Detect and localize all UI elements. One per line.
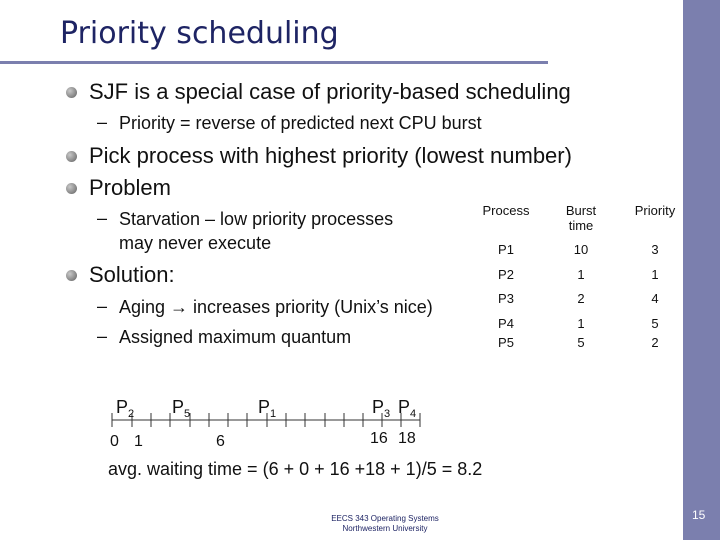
table-cell-burst: 1 <box>577 316 585 331</box>
dash-icon: – <box>97 296 108 316</box>
dash-icon: – <box>97 112 108 132</box>
gantt-time-16: 16 <box>370 430 388 447</box>
sub-bullet-aging: Aging → increases priority (Unix’s nice) <box>119 297 433 317</box>
table-cell-burst: 2 <box>577 291 585 306</box>
table-cell-burst: 5 <box>577 335 585 350</box>
table-cell-burst: 10 <box>573 242 589 257</box>
gantt-label-p2 <box>116 397 134 420</box>
footer-course: EECS 343 Operating Systems <box>331 514 439 523</box>
slide-number: 15 <box>692 508 706 522</box>
gantt-label-text: P <box>372 397 385 417</box>
sub-bullet-starvation-line1: Starvation – low priority processes <box>119 209 394 229</box>
gantt-label-text: P <box>116 397 129 417</box>
bullet-solution: Solution: <box>89 262 175 287</box>
table-cell-priority: 3 <box>651 242 659 257</box>
table-cell-priority: 5 <box>651 316 659 331</box>
gantt-label-subscript: 3 <box>384 408 391 420</box>
gantt-label-text: P <box>398 397 411 417</box>
table-cell-process: P5 <box>498 335 514 350</box>
table-cell-burst: 1 <box>577 267 585 282</box>
gantt-label-p1 <box>258 397 276 420</box>
table-cell-process: P1 <box>498 242 514 257</box>
table-header-priority: Priority <box>634 203 676 218</box>
table-cell-process: P3 <box>498 291 514 306</box>
dash-icon: – <box>97 326 108 346</box>
sub-bullet-max-quantum: Assigned maximum quantum <box>119 327 352 347</box>
slide-title: Priority scheduling <box>60 16 339 51</box>
table-cell-priority: 4 <box>651 291 659 306</box>
table-header-burst-line1: Burst <box>565 203 597 218</box>
slide-footer <box>300 514 470 534</box>
bullet-pick-highest-priority: Pick process with highest priority (lowest number) <box>89 143 572 168</box>
gantt-time-18: 18 <box>398 430 416 447</box>
gantt-label-p3 <box>372 397 390 420</box>
avg-waiting-time: avg. waiting time = (6 + 0 + 16 +18 + 1)/5 = 8.2 <box>108 459 483 479</box>
table-cell-priority: 1 <box>651 267 659 282</box>
bullet-problem: Problem <box>89 175 171 200</box>
gantt-time-6: 6 <box>216 433 225 450</box>
gantt-label-text: P <box>258 397 271 417</box>
bullet-sjf-special-case: SJF is a special case of priority-based scheduling <box>89 79 571 104</box>
gantt-time-1: 1 <box>134 433 143 450</box>
gantt-label-subscript: 4 <box>410 408 417 420</box>
footer-university: Northwestern University <box>342 524 428 533</box>
table-header-process: Process <box>482 203 530 218</box>
gantt-label-text: P <box>172 397 185 417</box>
gantt-label-subscript: 1 <box>270 408 277 420</box>
sub-bullet-priority-reverse: Priority = reverse of predicted next CPU burst <box>119 113 482 133</box>
dash-icon: – <box>97 208 108 228</box>
table-cell-process: P4 <box>498 316 514 331</box>
table-cell-priority: 2 <box>651 335 659 350</box>
gantt-label-p4 <box>398 397 416 420</box>
gantt-label-subscript: 5 <box>184 408 191 420</box>
table-cell-process: P2 <box>498 267 514 282</box>
gantt-label-p5 <box>172 397 190 420</box>
gantt-time-0: 0 <box>110 433 119 450</box>
sub-bullet-starvation-line2: may never execute <box>119 233 272 253</box>
table-header-burst-line2: time <box>568 218 594 233</box>
gantt-label-subscript: 2 <box>128 408 135 420</box>
